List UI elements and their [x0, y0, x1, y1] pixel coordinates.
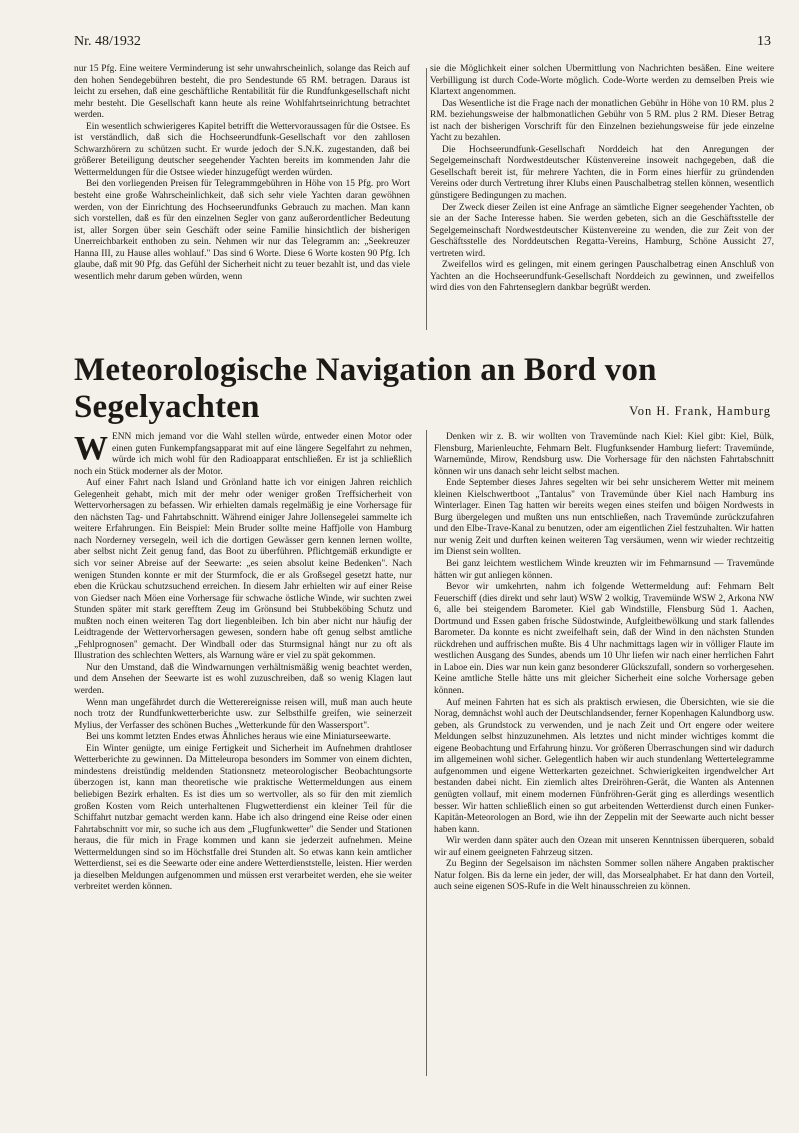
- paragraph: Wenn man ungefährdet durch die Wetterereignisse reisen will, muß man auch heute noch trotz der Rundfunkwetterberichte usw. zur Selbsthilfe greifen, wie seinerzeit Mylius, der Verfasser des schönen Buches „Wetterkunde für den Wassersport".: [74, 697, 412, 731]
- paragraph: Ein Winter genügte, um einige Fertigkeit und Sicherheit im Aufnehmen drahtloser Wetterberichte zu gewinnen. Da Mitteleuropa besonders im Sommer von einem dichten, mindestens dreistündig meldenden Stationsnetz meteorologischer Beobachtungsorte überzogen ist, kann man theoretische wie praktische Wettermeldungen aus einem beliebigen Bezirk erhalten. Es ist dies um so wertvoller, als so für den mit ziemlich großen Kosten vom Reich unterhaltenen Flugwetterdienst ein kleiner Teil für die Schiffahrt nutzbar gemacht werden kann. Habe ich also dringend eine Reise oder einen Fahrtabschnitt vor mir, so suche ich aus dem „Flugfunkwetter" die Sender und Stationen heraus, die für mich in Frage kommen und kann sie jederzeit aufnehmen. Meine Wettermeldungen sind so im Höchstfalle drei Stunden alt. So etwas kann kein amtlicher Wetterdienst, sei es die Seewarte oder eine andere Wetterdienststelle, leisten. Hier werden ja dieselben Meldungen aufgenommen und müssen erst verarbeitet werden, ehe sie weiter verbreitet werden können.: [74, 743, 412, 893]
- first-paragraph: [74, 432, 412, 478]
- top-right-column: [430, 64, 774, 326]
- paragraph: Ende September dieses Jahres segelten wir bei sehr unsicherem Wetter mit meinem kleinen Kielschwertboot „Tantalus" von Travemünde über Kiel nach Hamburg ins Winterlager. Einen Tag hatten wir bereits wegen eines steifen und böigen Nordwests in Burg übergelegen und mußten uns nun entschließen, nach Travemünde zurückzufahren und den Elbe-Trave-Kanal zu benutzen, oder am eigentlichen Ziel festzuhalten. Wir hatten nur wenig Zeit und durften keinen weiteren Tag versäumen, wenn wir wieder rechtzeitig im Dienst sein wollten.: [434, 478, 774, 558]
- first-paragraph-text: ENN mich jemand vor die Wahl stellen würde, entweder einen Motor oder einen guten Funkempfangsapparat mit auf eine längere Segelfahrt zu nehmen, würde ich mich wohl für den Radioapparat entschließen. Er ist ja schließlich noch ein Stück moderner als der Motor.: [74, 432, 412, 477]
- article-right-column: [434, 432, 774, 1078]
- paragraph: sie die Möglichkeit einer solchen Übermittlung von Nachrichten besäßen. Eine weitere Verbilligung ist durch Code-Worte möglich. Code-Worte werden zu demselben Preis wie Klartext angenommen.: [430, 64, 774, 98]
- paragraph: Der Zweck dieser Zeilen ist eine Anfrage an sämtliche Eigner seegehender Yachten, ob sie an der Sache Interesse haben. Sie werden gebeten, sich an die Geschäftsstelle der Segelgemeinschaft Nordwestdeutscher Küstenvereine zu wenden, die zur Zeit von der Geschäftsstelle des Norddeutschen Regatta-Vereins, Hamburg, Schöne Aussicht 27, vertreten wird.: [430, 202, 774, 259]
- paragraph: Wir werden dann später auch den Ozean mit unseren Kenntnissen überqueren, sobald wir auf einem geeigneten Fahrzeug sitzen.: [434, 836, 774, 858]
- top-left-column: [74, 64, 410, 336]
- paragraph: Bevor wir umkehrten, nahm ich folgende Wettermeldung auf: Fehmarn Belt Feuerschiff (dies direkt und sehr laut) WSW 2 wolkig, Travemünde WSW 2, Arkona NW 6, alle bei steigendem Barometer. Kiel gab Windstille, Flensburg Süd 1. Aachen, Dortmund und Essen gaben frische Südostwinde, Aufgleitbewölkung und stark fallendes Barometer. Da konnte es nicht zweifelhaft sein, daß der Wind in den nächsten Stunden rückdrehen und auffrischen mußte. Bis 4 Uhr nachmittags lagen wir in völliger Flaute im westlichen Ausgang des Sundes, abends um 10 Uhr liefen wir nach einer herrlichen Fahrt in Laboe ein. Dies war nun kein ganz besonderer Glückszufall, sondern so vorhergesehen. Keine amtliche Stelle hätte uns mit gleicher Sicherheit eine solche Vorhersage geben können.: [434, 582, 774, 697]
- paragraph: Bei uns kommt letzten Endes etwas Ähnliches heraus wie eine Miniaturseewarte.: [86, 732, 391, 743]
- paragraph: Nur den Umstand, daß die Windwarnungen verhältnismäßig wenig beachtet werden, und dem Ansehen der Seewarte ist es wohl zuzuschreiben, daß so wenig Klagen laut werden.: [74, 662, 412, 697]
- page-number: 13: [757, 34, 771, 49]
- page-header: [74, 34, 771, 54]
- article-left-column: [74, 432, 412, 1078]
- drop-cap: W: [74, 432, 108, 467]
- paragraph: Das Wesentliche ist die Frage nach der monatlichen Gebühr in Höhe von 10 RM. plus 2 RM. beziehungsweise der halbmonatlichen Gebühr von 5 RM. plus 2 RM. Dieser Betrag ist nach der bisherigen Vorschrift für den Einzelnen beziehungsweise für jede einzelne Yacht zu bezahlen.: [430, 98, 774, 144]
- paragraph: Zweifellos wird es gelingen, mit einem geringen Pauschalbetrag einen Anschluß von Yachten an die Hochseerundfunk-Gesellschaft Norddeich zu gewinnen, und zweifellos wird dies von den Fahrtenseglern dankbar begrüßt werden.: [430, 260, 774, 294]
- article-title: Meteorologische Navigation an Bord von Segelyachten: [74, 352, 657, 425]
- paragraph: nur 15 Pfg. Eine weitere Verminderung ist sehr unwahrscheinlich, solange das Reich auf den hohen Sendegebühren besteht, die pro Sendestunde 65 RM. betragen. Daraus ist leicht zu ersehen, daß eine geschäftliche Rentabilität für die Rundfunkgesellschaft nicht mehr besteht. Die Gesellschaft kann heute als reine Wohlfahrtseinrichtung betrachtet werden.: [74, 64, 410, 121]
- paragraph: Zu Beginn der Segelsaison im nächsten Sommer sollen nähere Angaben praktischer Natur folgen. Bis da lerne ein jeder, der will, das Morsealphabet. Er hat dann den Vorteil, auch seine eigenen SOS-Rufe in die Welt hinausschreien zu können.: [434, 859, 774, 893]
- article-author: Von H. Frank, Hamburg: [629, 404, 771, 418]
- paragraph: Die Hochseerundfunk-Gesellschaft Norddeich hat den Anregungen der Segelgemeinschaft Nordwestdeutscher Küstenvereine insoweit nachgegeben, daß die Gesellschaft bereit ist, für mehrere Yachten, die in Form eines hierfür zu gründenden Vereins oder durch Vertretung ihrer Klubs einen Pauschalbetrag stellen können, wesentlich günstigere Bedingungen zu machen.: [430, 144, 774, 202]
- paragraph: Auf einer Fahrt nach Island und Grönland hatte ich vor einigen Jahren reichlich Gelegenheit gehabt, mich mit der mehr oder weniger großen Treffsicherheit von Wettervorhersagen zu befassen. Wir erhielten damals regelmäßig je eine Vorhersage für den nächsten Tag- und Fahrtabschnitt. Während einiger Jahre Jollensegelei sammelte ich weitere Erfahrungen. Ein Beispiel: Mein Bruder sollte meine Haffjolle von Hamburg nach Norderney versegeln, weil ich die dortigen Gewässer gern kennen lernen wollte, aber selbst nicht Zeit genug fand, das Boot zu überführen. Pflichtgemäß erkundigte er sich vor seiner Abreise auf der Seewarte: „es seien absolut keine Bedenken". Nach wenigen Stunden konnte er mit der Sturmfock, die er als Großsegel gesetzt hatte, nur eben die Krückau schutzsuchend erreichen. In diesem Jahr erhielten wir auf einer Reise von Giedser nach Möen eine Vorhersage für schwache östliche Winde, wir suchten zwei Stunden später mit stark gerefftem Zeug im Grönsund bei Stubbeköbing Schutz und mußten noch einen weiteren Tag dort liegenbleiben. Ich bin aber nicht nur häufig der Leidtragende der Wettervorhersagen gewesen, sondern habe oft genug selbst amtliche „Fehlprognosen" gemacht. Der Windball oder das Sturmsignal hängt nur zu oft als Illustration des schlechten Wetters, als Warnung wäre er viel zu spät gekommen.: [74, 478, 412, 662]
- paragraph: Ein wesentlich schwierigeres Kapitel betrifft die Wettervoraussagen für die Ostsee. Es ist verständlich, daß sich die Hochseerundfunk-Gesellschaft vor den zahllosen Schwarzhörern zu schützen sucht. Er wurde jedoch der S.N.K. zugestanden, daß bei größerer Beteiligung deutscher seegehender Yachten bereits im kommenden Jahr die Wettermeldungen für die Ostsee wieder hinzugefügt werden würden.: [74, 121, 410, 178]
- paragraph: Bei den vorliegenden Preisen für Telegrammgebühren in Höhe von 15 Pfg. pro Wort besteht eine große Wahrscheinlichkeit, daß sich sehr viele Yachten daran gewöhnen werden, von der Einrichtung des Hochseerundfunks Gebrauch zu machen. Man kann sich vorstellen, daß es für den einzelnen Segler von ganz außerordentlicher Bedeutung ist, aller Sorgen über sein Geschäft oder seine Familie hinsichtlich der bisherigen Unerreichbarkeit enthoben zu sein. Nehmen wir nur das Telegramm an: „Seekreuzer Hanna III, zu Hause alles wohlauf." Das sind 6 Worte. Diese 6 Worte kosten 90 Pfg. Ich glaube, daß mit 90 Pfg. das Gefühl der Sicherheit nicht zu teuer bezahlt ist, und das viele wesentlich mehr darum geben würden, wenn: [74, 179, 410, 282]
- paragraph: Auf meinen Fahrten hat es sich als praktisch erwiesen, die Übersichten, wie sie die Norag, demnächst wohl auch der Deutschlandsender, ferner Kopenhagen Kalundborg usw. geben, als Grundstock zu verwenden, und je nach Zeit und Ort engere oder weitere Meldungen selbst hinzuzunehmen. Als letztes und nicht minder wichtiges kommt die eigene Beobachtung und Erfahrung hinzu. Vor größeren Überraschungen sind wir dadurch im allgemeinen wohl sicher. Gelegentlich haben wir auch stundenlang Wettertelegramme aufgenommen und eigene Wetterkarten gezeichnet. Schwierigkeiten irgendwelcher Art bestanden dabei nicht. Ein ziemlich altes Dreiröhren-Gerät, die Wanten als Antennen genügten vollauf, mit einem modernen Fünfröhren-Gerät ging es allerdings wesentlich besser. Wir hatten schließlich einen so gut arbeitenden Wetterdienst durch einen Funker-Kapitän-Meteorologen an Bord, wie ihn der Zeppelin mit der Seewarte auch nicht besser haben kann.: [434, 697, 774, 835]
- column-divider: [426, 68, 427, 330]
- paragraph: Denken wir z. B. wir wollten von Travemünde nach Kiel: Kiel gibt: Kiel, Bülk, Flensburg, Marienleuchte, Fehmarn Belt. Flugfunksender Hamburg liefert: Travemünde, Warnemünde, Mirow, Rendsburg usw. Die Vorhersage für den nächsten Fahrtabschnitt können wir uns danach sehr leicht selbst machen.: [434, 432, 774, 477]
- issue-number: Nr. 48/1932: [74, 34, 141, 49]
- paragraph: Bei ganz leichtem westlichem Winde kreuzten wir im Fehmarnsund — Travemünde hätten wir gut anliegen können.: [434, 559, 774, 581]
- column-divider: [426, 430, 427, 1076]
